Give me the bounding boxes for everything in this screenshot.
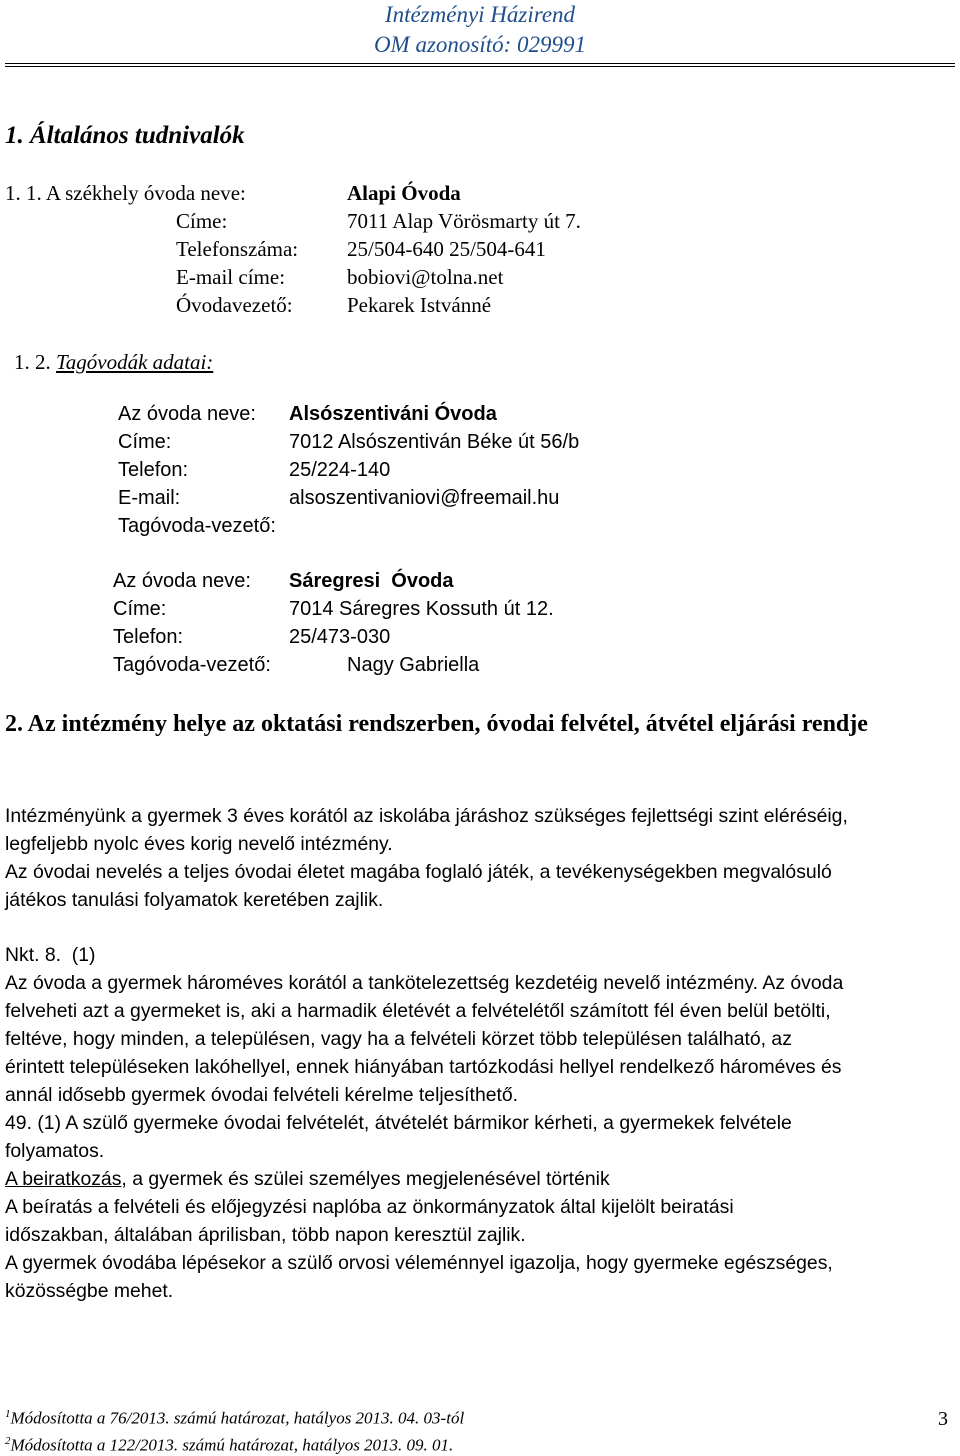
sub1-phone-label: Telefonszáma: — [176, 237, 299, 261]
paragraph-line: feltéve, hogy minden, a településen, vagy ha a felvételi körzet több településen található, az — [5, 1028, 792, 1050]
sub1-director-value: Pekarek Istvánné — [347, 293, 492, 317]
header-title: Intézményi Házirend — [384, 2, 576, 27]
paragraph-line: annál idősebb gyermek óvodai felvételi kérelme teljesíthető. — [5, 1084, 519, 1106]
branch1-email-label: E-mail: — [118, 487, 181, 509]
branch2-phone-value: 25/473-030 — [289, 626, 391, 648]
page-header — [0, 0, 960, 60]
page-number: 3 — [938, 1408, 948, 1430]
paragraph-line: játékos tanulási folyamatok keretében zajlik. — [5, 889, 384, 911]
footnotes — [5, 1403, 464, 1456]
branch1-phone-value: 25/224-140 — [289, 459, 391, 481]
paragraph-line: közösségbe mehet. — [5, 1280, 174, 1302]
section2-paragraph-1 — [5, 802, 951, 858]
footnote-2 — [5, 1430, 464, 1456]
section1-title: 1. Általános tudnivalók — [5, 122, 245, 149]
footnote-2-mark: 2 — [5, 1434, 11, 1447]
enrollment-line — [5, 1165, 951, 1193]
paragraph-line: 49. (1) A szülő gyermeke óvodai felvételét, átvételét bármikor kérheti, a gyermekek felvétele — [5, 1112, 792, 1134]
footnote-1 — [5, 1403, 464, 1430]
paragraph-line: folyamatos. — [5, 1140, 105, 1162]
branch1-phone-label: Telefon: — [118, 459, 189, 481]
paragraph-line: A beíratás a felvételi és előjegyzési naplóba az önkormányzatok által kijelölt beiratási — [5, 1196, 734, 1218]
sub2-heading — [14, 350, 213, 375]
sub1-email-label: E-mail címe: — [176, 265, 286, 289]
paragraph-line: legfeljebb nyolc éves korig nevelő intézmény. — [5, 833, 393, 855]
section2-title: 2. Az intézmény helye az oktatási rendszerben, óvodai felvétel, átvétel eljárási rendje — [5, 711, 868, 737]
section2-paragraph-6 — [5, 1249, 951, 1305]
enrollment-title: A beiratkozás — [5, 1168, 122, 1190]
header-divider — [5, 63, 955, 67]
header-om-id: OM azonosító: 029991 — [373, 32, 587, 57]
branch2-address-value: 7014 Sáregres Kossuth út 12. — [289, 598, 554, 620]
sub1-phone-value: 25/504-640 25/504-641 — [347, 237, 546, 261]
branch2-leader-value: Nagy Gabriella — [347, 654, 480, 676]
paragraph-line: érintett településeken lakóhellyel, ennek hiányában tartózkodási hellyel rendelkező hároméves és — [5, 1056, 842, 1078]
paragraph-line: időszakban, általában áprilisban, több napon keresztül zajlik. — [5, 1224, 526, 1246]
paragraph-line: Az óvodai nevelés a teljes óvodai életet magába foglaló játék, a tevékenységekben megvalósuló — [5, 861, 832, 883]
enrollment-text: , a gyermek és szülei személyes megjelenésével történik — [121, 1168, 610, 1190]
section2-paragraph-4 — [5, 1109, 951, 1165]
sub1-address-label: Címe: — [176, 209, 228, 233]
footnote-2-text: Módosította a 122/2013. számú határozat, hatályos 2013. 09. 01. — [10, 1435, 454, 1455]
sub1-director-label: Óvodavezető: — [176, 293, 293, 317]
branch2-leader-label: Tagóvoda-vezető: — [113, 654, 271, 676]
branch1-name-label: Az óvoda neve: — [118, 403, 256, 425]
nkt-reference: Nkt. 8. (1) — [5, 944, 96, 966]
footnote-1-mark: 1 — [5, 1408, 11, 1420]
branch2-address-label: Címe: — [113, 598, 167, 620]
branch2-name-label: Az óvoda neve: — [113, 570, 251, 592]
sub1-email-value: bobiovi@tolna.net — [347, 265, 504, 289]
branch1-email-value: alsoszentivaniovi@freemail.hu — [289, 487, 560, 509]
sub1-address-value: 7011 Alap Vörösmarty út 7. — [347, 209, 581, 233]
sub2-number: 1. 2. — [14, 350, 51, 374]
sub1-name-value: Alapi Óvoda — [347, 181, 461, 205]
branch1-address-label: Címe: — [118, 431, 172, 453]
branch1-leader-label: Tagóvoda-vezető: — [118, 515, 276, 537]
section2-paragraph-3 — [5, 969, 951, 1109]
section2-paragraph-2 — [5, 858, 951, 914]
branch2-phone-label: Telefon: — [113, 626, 184, 648]
paragraph-line: A gyermek óvodába lépésekor a szülő orvosi véleménnyel igazolja, hogy gyermeke egészséges, — [5, 1252, 833, 1274]
paragraph-line: felveheti azt a gyermeket is, aki a harmadik életévét a felvételétől számított fél éven belül betölti, — [5, 1000, 831, 1022]
footnote-1-text: Módosította a 76/2013. számú határozat, hatályos 2013. 04. 03-tól — [10, 1408, 465, 1428]
sub2-title: Tagóvodák adatai: — [56, 350, 214, 374]
branch1-address-value: 7012 Alsószentiván Béke út 56/b — [289, 431, 580, 453]
paragraph-line: Az óvoda a gyermek hároméves korától a tankötelezettség kezdetéig nevelő intézmény. Az óvoda — [5, 972, 844, 994]
branch1-name-value: Alsószentiváni Óvoda — [289, 403, 497, 425]
section2-paragraph-5 — [5, 1193, 951, 1249]
paragraph-line: Intézményünk a gyermek 3 éves korától az iskolába járáshoz szükséges fejlettségi szint eléréséig, — [5, 805, 848, 827]
branch2-name-value: Sáregresi Óvoda — [289, 570, 454, 592]
sub1-name-label: 1. 1. A székhely óvoda neve: — [5, 181, 246, 205]
